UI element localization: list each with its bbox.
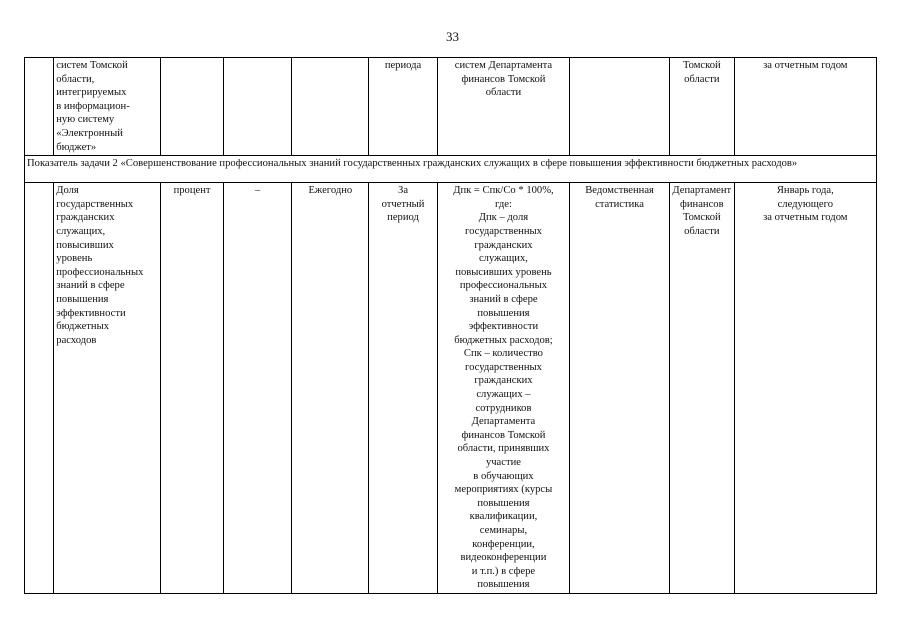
table-row-main <box>25 183 877 594</box>
cell-data-source: Ведомственная статистика <box>570 183 670 594</box>
cell-unit: процент <box>161 183 224 594</box>
cell-number <box>25 58 54 156</box>
cell-indicator-name: Доля государственных гражданских служащих, повысивших уровень профессиональных знаний в сфере повышения эффективности бюджетных расходов <box>54 183 161 594</box>
cell-deadline: за отчетным годом <box>734 58 876 156</box>
cell-data-source <box>570 58 670 156</box>
cell-period: За отчетный период <box>369 183 438 594</box>
cell-number <box>25 183 54 594</box>
cell-periodicity: Ежегодно <box>292 183 369 594</box>
section-heading-row <box>25 156 877 183</box>
indicator-table <box>24 57 877 594</box>
page-number: 33 <box>446 29 459 44</box>
cell-period: периода <box>369 58 438 156</box>
cell-indicator-name: систем Томской области, интегрируемых в информацион- ную систему «Электронный бюджет» <box>54 58 161 156</box>
cell-dynamics: – <box>223 183 292 594</box>
cell-deadline: Январь года, следующего за отчетным годом <box>734 183 876 594</box>
section-heading: Показатель задачи 2 «Совершенствование профессиональных знаний государственных гражданских служащих в сфере повышения эффективности бюджетных расходов» <box>25 156 877 183</box>
table-row-previous <box>25 58 877 156</box>
cell-unit <box>161 58 224 156</box>
cell-responsible: Департамент финансов Томской области <box>670 183 735 594</box>
cell-calculation-method: Дпк = Спк/Со * 100%, где: Дпк – доля государственных гражданских служащих, повысивших уровень профессиональных знаний в сфере повышения эффективности бюджетных расходов; Спк – количество государственных гражданских служащих – сотрудников Департамента финансов Томской области, принявших участие в обучающих мероприятиях (курсы повышения квалификации, семинары, конференции, видеоконференции и т.п.) в сфере повышения <box>437 183 569 594</box>
cell-dynamics <box>223 58 292 156</box>
cell-calculation-method: систем Департамента финансов Томской области <box>437 58 569 156</box>
cell-periodicity <box>292 58 369 156</box>
cell-responsible: Томской области <box>670 58 735 156</box>
